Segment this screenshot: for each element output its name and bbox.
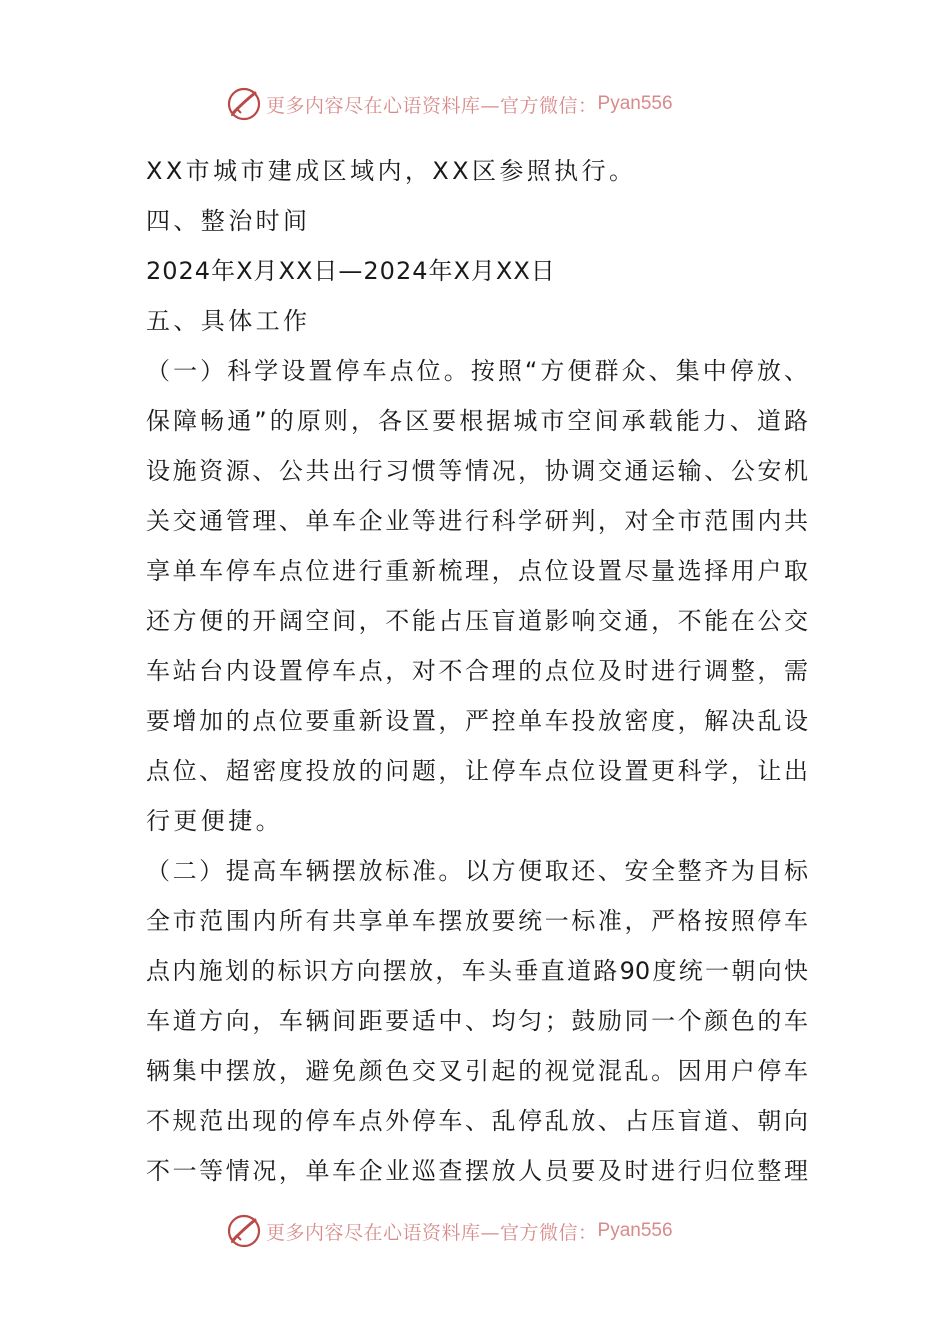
text-line: （二）提高车辆摆放标准。以方便取还、安全整齐为目标 [146,857,808,885]
text-line: 要增加的点位要重新设置，严控单车投放密度，解决乱设 [146,707,808,735]
watermark-text: 更多内容尽在心语资料库—官方微信： [266,1221,598,1244]
text-line: 点位、超密度投放的问题，让停车点位设置更科学，让出 [146,757,808,785]
text-line: 辆集中摆放，避免颜色交叉引起的视觉混乱。因用户停车 [146,1057,808,1085]
watermark-text: 更多内容尽在心语资料库—官方微信： [266,94,598,117]
text-line: 设施资源、公共出行习惯等情况，协调交通运输、公安机 [146,457,808,485]
text-line: 还方便的开阔空间，不能占压盲道影响交通，不能在公交 [146,607,808,635]
text-line: 点内施划的标识方向摆放，车头垂直道路90度统一朝向快 [146,957,808,985]
text-line: 享单车停车点位进行重新梳理，点位设置尽量选择用户取 [146,557,808,585]
watermark-header [226,84,673,124]
text-line: 全市范围内所有共享单车摆放要统一标准，严格按照停车 [146,907,808,935]
text-line: 行更便捷。 [146,807,283,835]
watermark-wechat-id: Pyan556 [597,1220,673,1241]
text-line: 关交通管理、单车企业等进行科学研判，对全市范围内共 [146,507,808,535]
text-line: 不一等情况，单车企业巡查摆放人员要及时进行归位整理 [146,1157,808,1185]
text-line: 不规范出现的停车点外停车、乱停乱放、占压盲道、朝向 [146,1107,808,1135]
document-body [146,146,808,1196]
pen-logo-icon [226,1213,262,1249]
watermark-wechat-id: Pyan556 [597,93,673,114]
text-line: 车道方向，车辆间距要适中、均匀；鼓励同一个颜色的车 [146,1007,808,1035]
watermark-footer [226,1211,673,1251]
text-line: 2024年X月XX日—2024年X月XX日 [146,257,556,285]
text-line: 保障畅通”的原则，各区要根据城市空间承载能力、道路 [146,407,808,435]
pen-logo-icon [226,86,262,122]
text-line: XX市城市建成区域内，XX区参照执行。 [146,157,637,185]
text-line: （一）科学设置停车点位。按照“方便群众、集中停放、 [146,357,808,385]
section-heading: 四、整治时间 [146,207,311,235]
text-line: 车站台内设置停车点，对不合理的点位及时进行调整，需 [146,657,808,685]
section-heading: 五、具体工作 [146,307,311,335]
